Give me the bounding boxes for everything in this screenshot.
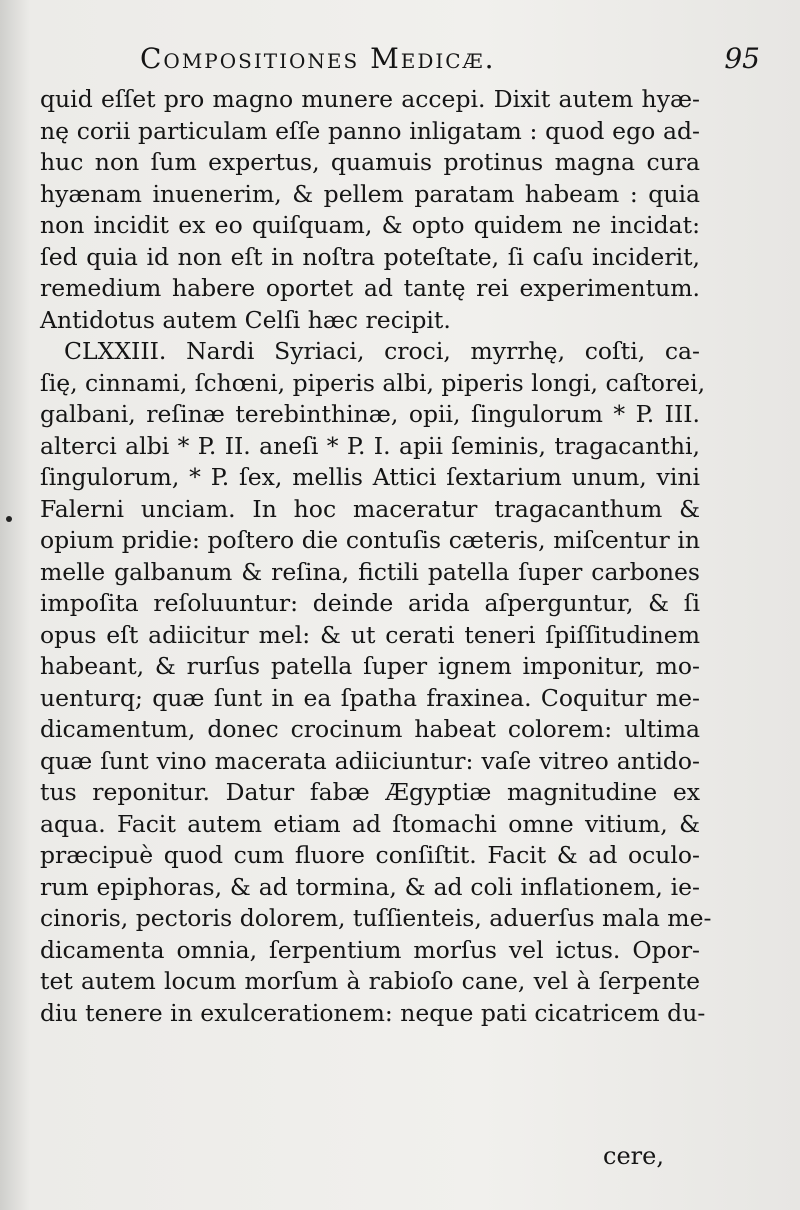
text-line: impoſita reſoluuntur: deinde arida aſperguntur, & ſi	[40, 589, 700, 617]
text-line: galbani, reſinæ terebinthinæ, opii, ſingulorum * P. III.	[40, 400, 700, 428]
margin-mark	[6, 516, 12, 522]
text-line: remedium habere oportet ad tantę rei experimentum.	[40, 274, 700, 302]
text-line: tus reponitur. Datur fabæ Ægyptiæ magnitudine ex	[40, 778, 700, 806]
running-head	[40, 42, 760, 82]
catchword: cere,	[603, 1142, 664, 1170]
body-text	[40, 84, 712, 1029]
text-line: opium pridie: poſtero die contuſis cæteris, miſcentur in	[40, 526, 700, 554]
text-line: ſię, cinnami, ſchœni, piperis albi, piperis longi, caſtorei,	[40, 368, 706, 397]
text-line: diu tenere in exulcerationem: neque pati cicatricem du-	[40, 998, 706, 1027]
text-line: opus eſt adiicitur mel: & ut cerati teneri ſpiſſitudinem	[40, 620, 700, 649]
text-line: aqua. Facit autem etiam ad ſtomachi omne vitium, &	[40, 809, 700, 838]
page-number: 95	[724, 42, 760, 75]
text-line: uenturq; quæ ſunt in ea ſpatha fraxinea. Coquitur me-	[40, 683, 700, 712]
text-line: dicamenta omnia, ſerpentium morſus vel ictus. Opor-	[40, 935, 700, 964]
text-line: rum epiphoras, & ad tormina, & ad coli inflationem, ie-	[40, 872, 700, 901]
running-title: Compositiones Medicæ.	[140, 42, 496, 75]
section-start-line: CLXXIII. Nardi Syriaci, croci, myrrhę, coſti, ca-	[64, 337, 700, 365]
text-line: habeant, & rurſus patella ſuper ignem imponitur, mo-	[40, 652, 700, 680]
text-line: quæ ſunt vino macerata adiiciuntur: vaſe vitreo antido-	[40, 746, 700, 775]
text-line: tet autem locum morſum à rabioſo cane, vel à ſerpente	[40, 967, 700, 995]
text-line: cinoris, pectoris dolorem, tuſſienteis, aduerſus mala me-	[40, 904, 712, 932]
text-line: dicamentum, donec crocinum habeat colorem: ultima	[40, 715, 700, 743]
text-line: nę corii particulam eſſe panno inligatam : quod ego ad-	[40, 116, 700, 145]
text-line: ſed quia id non eſt in noſtra poteſtate, ſi caſu inciderit,	[40, 242, 700, 271]
text-line: non incidit ex eo quiſquam, & opto quidem ne incidat:	[40, 211, 700, 239]
text-line: quid eſſet pro magno munere accepi. Dixit autem hyæ-	[40, 85, 700, 113]
text-line: huc non ſum expertus, quamuis protinus magna cura	[40, 148, 700, 176]
text-line: melle galbanum & reſina, fictili patella ſuper carbones	[40, 557, 700, 586]
text-line: alterci albi * P. II. aneſi * P. I. apii ſeminis, tragacanthi,	[40, 431, 700, 460]
text-line: Falerni unciam. In hoc maceratur tragacanthum &	[40, 494, 700, 523]
text-line: præcipuè quod cum fluore conſiſtit. Facit & ad oculo-	[40, 841, 700, 869]
text-line: Antidotus autem Celſi hæc recipit.	[40, 305, 451, 334]
text-line: ſingulorum, * P. ſex, mellis Attici ſextarium unum, vini	[40, 463, 700, 491]
text-line: hyænam inuenerim, & pellem paratam habeam : quia	[40, 179, 700, 208]
